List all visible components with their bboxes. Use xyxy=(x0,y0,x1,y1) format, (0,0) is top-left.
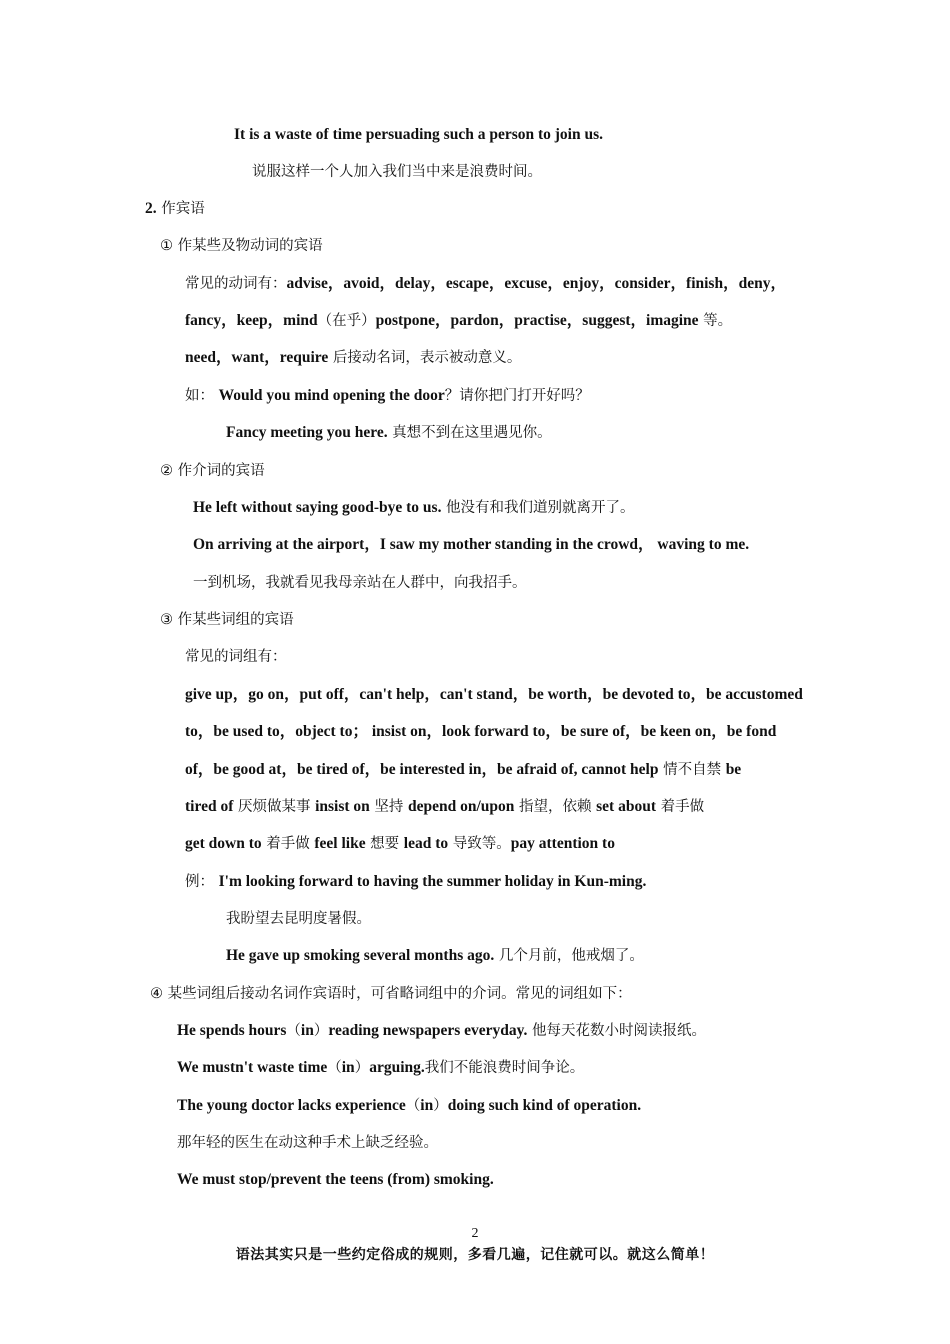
bold-text: On arriving at the airport，I saw my mother standing in the crowd， waving to me. xyxy=(193,536,750,553)
plain-text: 着手做 xyxy=(261,836,315,852)
bold-text: be xyxy=(725,761,742,778)
plain-text: 说服这样一个人加入我们当中来是浪费时间。 xyxy=(252,164,542,180)
text-line xyxy=(185,833,615,855)
plain-text: ② 作介词的宾语 xyxy=(160,463,265,479)
plain-text: ④ 某些词组后接动名词作宾语时，可省略词组中的介词。常见的词组如下： xyxy=(150,986,632,1002)
plain-text: ） xyxy=(433,1098,448,1114)
plain-text: 他没有和我们道别就离开了。 xyxy=(441,500,635,516)
plain-text: 真想不到在这里遇见你。 xyxy=(387,425,552,441)
text-line xyxy=(185,684,803,706)
bold-text: in xyxy=(420,1097,434,1114)
bold-text: arguing. xyxy=(369,1059,425,1076)
bold-text: reading newspapers everyday. xyxy=(328,1022,528,1039)
bold-text: insist on xyxy=(315,798,370,815)
plain-text: ？请你把门打开好吗？ xyxy=(444,388,590,404)
example-line xyxy=(185,385,590,407)
example-line xyxy=(226,422,552,444)
plain-text: 常见的词组有： xyxy=(185,649,287,665)
bold-text: It is a waste of time persuading such a person to join us. xyxy=(234,126,604,143)
bold-text: postpone，pardon，practise，suggest，imagine xyxy=(375,312,699,329)
plain-text: （ xyxy=(286,1023,301,1039)
example-line xyxy=(177,1020,706,1042)
footer-slogan: 语法其实只是一些约定俗成的规则，多看几遍，记住就可以。就这么简单！ xyxy=(235,1247,715,1263)
bold-text: tired of xyxy=(185,798,234,815)
text-line xyxy=(185,721,776,743)
plain-text: 导致等。 xyxy=(448,836,511,852)
text-line xyxy=(252,161,542,183)
bold-text: Fancy meeting you here. xyxy=(226,424,388,441)
bold-text: advise，avoid，delay，escape，excuse，enjoy，consider，finish，deny， xyxy=(286,275,786,292)
plain-text: 想要 xyxy=(365,836,404,852)
bold-text: doing such kind of operation. xyxy=(447,1097,642,1114)
bold-text: to，be used to，object to； insist on，look forward to，be sure of，be keen on，be fond xyxy=(185,723,777,740)
bold-text: feel like xyxy=(314,835,366,852)
page-number: 2 xyxy=(471,1226,479,1241)
subsection-heading xyxy=(150,983,632,1005)
subsection-heading xyxy=(160,609,294,631)
plain-text: 那年轻的医生在动这种手术上缺乏经验。 xyxy=(177,1135,438,1151)
bold-text: lead to xyxy=(403,835,449,852)
bold-text: The young doctor lacks experience xyxy=(177,1097,406,1114)
example-line xyxy=(177,1169,494,1191)
bold-text: He spends hours xyxy=(177,1022,287,1039)
bold-text: He gave up smoking several months ago. xyxy=(226,947,495,964)
example-line xyxy=(193,497,635,519)
text-line xyxy=(185,796,704,818)
bold-text: of，be good at，be tired of，be interested in，be afraid of, cannot help xyxy=(185,761,659,778)
plain-text: 坚持 xyxy=(369,799,409,815)
text-line xyxy=(185,347,521,369)
text-line xyxy=(226,908,371,930)
example-line xyxy=(185,871,646,893)
text-line xyxy=(185,273,786,295)
text-line xyxy=(234,124,603,146)
bold-text: We mustn't waste time xyxy=(177,1059,328,1076)
bold-text: in xyxy=(341,1059,355,1076)
bold-text: need，want，require xyxy=(185,349,329,366)
plain-text: 一到机场，我就看见我母亲站在人群中，向我招手。 xyxy=(193,575,527,591)
bold-text: pay attention to xyxy=(510,835,615,852)
plain-text: ） xyxy=(313,1023,329,1039)
section-heading xyxy=(145,198,205,220)
bold-text: get down to xyxy=(185,835,262,852)
text-line xyxy=(185,646,287,668)
plain-text: （ xyxy=(327,1060,342,1076)
text-line xyxy=(193,572,527,594)
plain-text: 厌烦做某事 xyxy=(233,799,316,815)
bold-text: He left without saying good-bye to us. xyxy=(193,499,442,516)
bold-text: 2. xyxy=(145,200,157,217)
bold-text: depend on/upon xyxy=(408,798,515,815)
example-line xyxy=(177,1057,584,1079)
bold-text: in xyxy=(300,1022,314,1039)
bold-text: fancy，keep，mind xyxy=(185,312,318,329)
plain-text: （在乎） xyxy=(317,313,376,329)
plain-text: 几个月前，他戒烟了。 xyxy=(494,948,644,964)
text-line xyxy=(185,759,741,781)
plain-text: ） xyxy=(354,1060,370,1076)
plain-text: 我盼望去昆明度暑假。 xyxy=(226,911,371,927)
plain-text: 常见的动词有： xyxy=(185,276,287,292)
plain-text: （ xyxy=(405,1098,421,1114)
bold-text: give up，go on，put off，can't help，can't stand，be worth，be devoted to，be accustomed xyxy=(185,686,803,703)
bold-text: set about xyxy=(596,798,656,815)
plain-text: 作宾语 xyxy=(156,201,205,217)
plain-text: ③ 作某些词组的宾语 xyxy=(160,612,294,628)
plain-text: 等。 xyxy=(698,313,733,329)
plain-text: 后接动名词，表示被动意义。 xyxy=(328,350,522,366)
plain-text: 例： xyxy=(185,874,219,890)
plain-text: 着手做 xyxy=(656,799,705,815)
bold-text: Would you mind opening the door xyxy=(218,387,445,404)
example-line xyxy=(226,945,644,967)
subsection-heading xyxy=(160,235,323,257)
text-line xyxy=(177,1132,438,1154)
plain-text: 如： xyxy=(185,388,219,404)
bold-text: We must stop/prevent the teens (from) smoking. xyxy=(177,1171,494,1188)
example-line xyxy=(177,1095,641,1117)
text-line xyxy=(185,310,732,332)
bold-text: I'm looking forward to having the summer holiday in Kun-ming. xyxy=(218,873,647,890)
plain-text: 情不自禁 xyxy=(658,762,726,778)
example-line xyxy=(193,534,749,556)
plain-text: 我们不能浪费时间争论。 xyxy=(424,1060,585,1076)
plain-text: ① 作某些及物动词的宾语 xyxy=(160,238,323,254)
plain-text: 指望，依赖 xyxy=(514,799,597,815)
plain-text: 他每天花数小时阅读报纸。 xyxy=(527,1023,707,1039)
subsection-heading xyxy=(160,460,265,482)
